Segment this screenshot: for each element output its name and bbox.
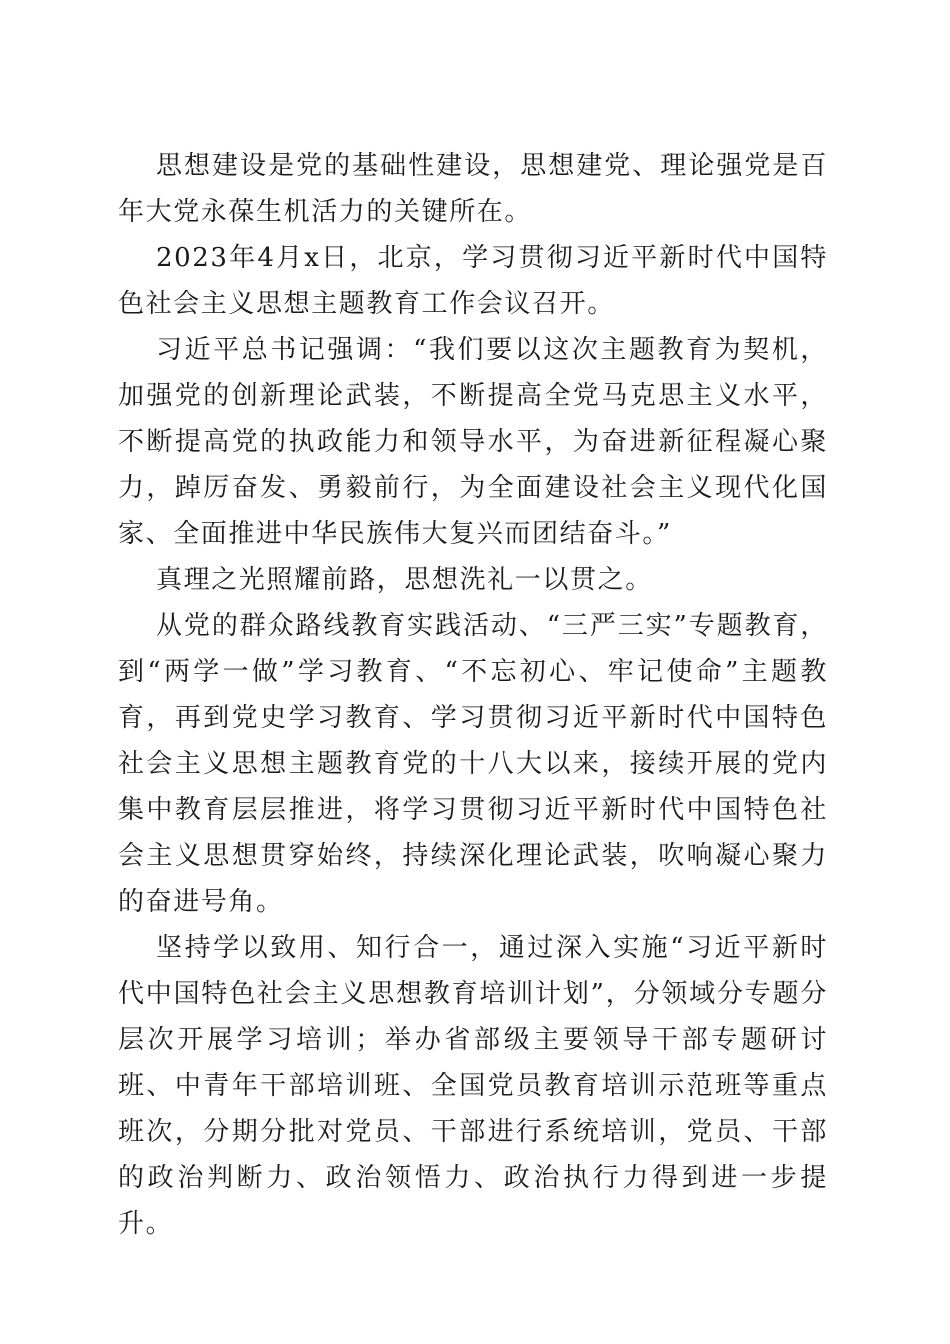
paragraph-general-secretary-quote: 习近平总书记强调：“我们要以这次主题教育为契机，加强党的创新理论武装，不断提高全党马克思主义水平，不断提高党的执政能力和领导水平，为奋进新征程凝心聚力，踔厉奋发、勇毅前行，为全面建设社会主义现代化国家、全面推进中华民族伟大复兴而团结奋斗。” [118, 335, 828, 549]
paragraph-education-history: 从党的群众路线教育实践活动、“三严三实”专题教育，到“两学一做”学习教育、“不忘初心、牢记使命”主题教育，再到党史学习教育、学习贯彻习近平新时代中国特色社会主义思想主题教育党的十八大以来，接续开展的党内集中教育层层推进，将学习贯彻习近平新时代中国特色社会主义思想贯穿始终，持续深化理论武装，吹响凝心聚力的奋进号角。 [118, 611, 828, 917]
document-body [118, 143, 828, 1247]
paragraph-ideological-building: 思想建设是党的基础性建设，思想建党、理论强党是百年大党永葆生机活力的关键所在。 [118, 151, 828, 227]
paragraph-meeting-date: 2023年4月x日，北京，学习贯彻习近平新时代中国特色社会主义思想主题教育工作会议召开。 [118, 243, 828, 319]
paragraph-light-of-truth: 真理之光照耀前路，思想洗礼一以贯之。 [156, 565, 653, 595]
paragraph-training-plan: 坚持学以致用、知行合一，通过深入实施“习近平新时代中国特色社会主义思想教育培训计划”，分领域分专题分层次开展学习培训；举办省部级主要领导干部专题研讨班、中青年干部培训班、全国党员教育培训示范班等重点班次，分期分批对党员、干部进行系统培训，党员、干部的政治判断力、政治领悟力、政治执行力得到进一步提升。 [118, 933, 828, 1239]
